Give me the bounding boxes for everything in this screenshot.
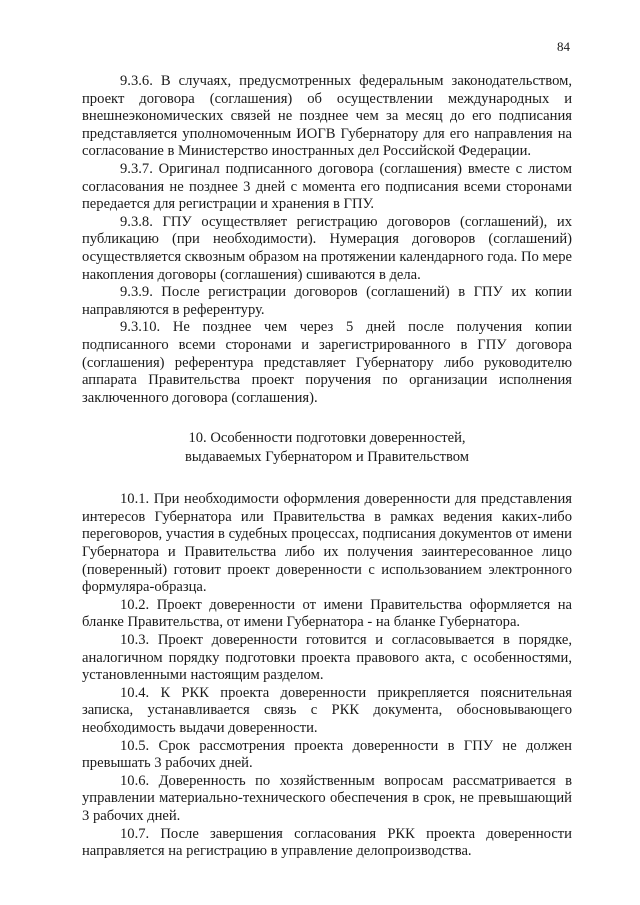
page-number: 84: [557, 39, 570, 54]
paragraph-10-1: 10.1. При необходимости оформления доверенности для представления интересов Губернатора или Правительства в рамках ведения каких-либо переговоров, участия в судебных процессах, подписания документов от имени Губернатора и Правительства либо их получения заинтересованное лицо (поверенный) готовит проект доверенности с использованием электронного формуляра-образца.: [82, 491, 572, 596]
paragraph-10-2: 10.2. Проект доверенности от имени Правительства оформляется на бланке Правительства, от имени Губернатора - на бланке Губернатора.: [82, 596, 572, 631]
section-heading: [82, 429, 572, 467]
paragraph-10-7: 10.7. После завершения согласования РКК проекта доверенности направляется на регистрацию в управление делопроизводства.: [82, 825, 572, 860]
paragraph-10-6: 10.6. Доверенность по хозяйственным вопросам рассматривается в управлении материально-технического обеспечения в срок, не превышающий 3 рабочих дней.: [82, 772, 572, 824]
paragraph-9-3-9: 9.3.9. После регистрации договоров (соглашений) в ГПУ их копии направляются в референтуру.: [82, 284, 572, 318]
paragraph-10-5: 10.5. Срок рассмотрения проекта доверенности в ГПУ не должен превышать 3 рабочих дней.: [82, 737, 572, 772]
paragraph-10-3: 10.3. Проект доверенности готовится и согласовывается в порядке, аналогичном порядку подготовки проекта правового акта, с особенностями, установленными настоящим разделом.: [82, 632, 572, 684]
paragraph-9-3-8: 9.3.8. ГПУ осуществляет регистрацию договоров (соглашений), их публикацию (при необходимости). Нумерация договоров (соглашений) осуществляется сквозным образом на протяжении календарного года. По мере накопления договоры (соглашения) сшиваются в дела.: [82, 213, 572, 283]
paragraph-9-3-7: 9.3.7. Оригинал подписанного договора (соглашения) вместе с листом согласования не позднее 3 дней с момента его подписания всеми сторонами передается для регистрации и хранения в ГПУ.: [82, 160, 572, 213]
section-heading-line-2: выдаваемых Губернатором и Правительством: [185, 449, 469, 466]
paragraph-10-4: 10.4. К РКК проекта доверенности прикрепляется пояснительная записка, устанавливается связь с РКК документа, обосновывающего необходимость выдачи доверенности.: [82, 684, 572, 736]
paragraph-9-3-6: 9.3.6. В случаях, предусмотренных федеральным законодательством, проект договора (соглашения) об осуществлении международных и внешнеэкономических связей не позднее чем за месяц до его подписания представляется уполномоченным ИОГВ Губернатору для его направления на согласование в Министерство иностранных дел Российской Федерации.: [82, 73, 572, 160]
paragraph-9-3-10: 9.3.10. Не позднее чем через 5 дней после получения копии подписанного всеми сторонами и зарегистрированного в ГПУ договора (соглашения) референтура представляет Губернатору либо руководителю аппарата Правительства проект поручения по организации исполнения заключенного договора (соглашения).: [82, 319, 572, 406]
page-body: [82, 73, 572, 861]
section-heading-line-1: 10. Особенности подготовки доверенностей,: [188, 430, 466, 447]
